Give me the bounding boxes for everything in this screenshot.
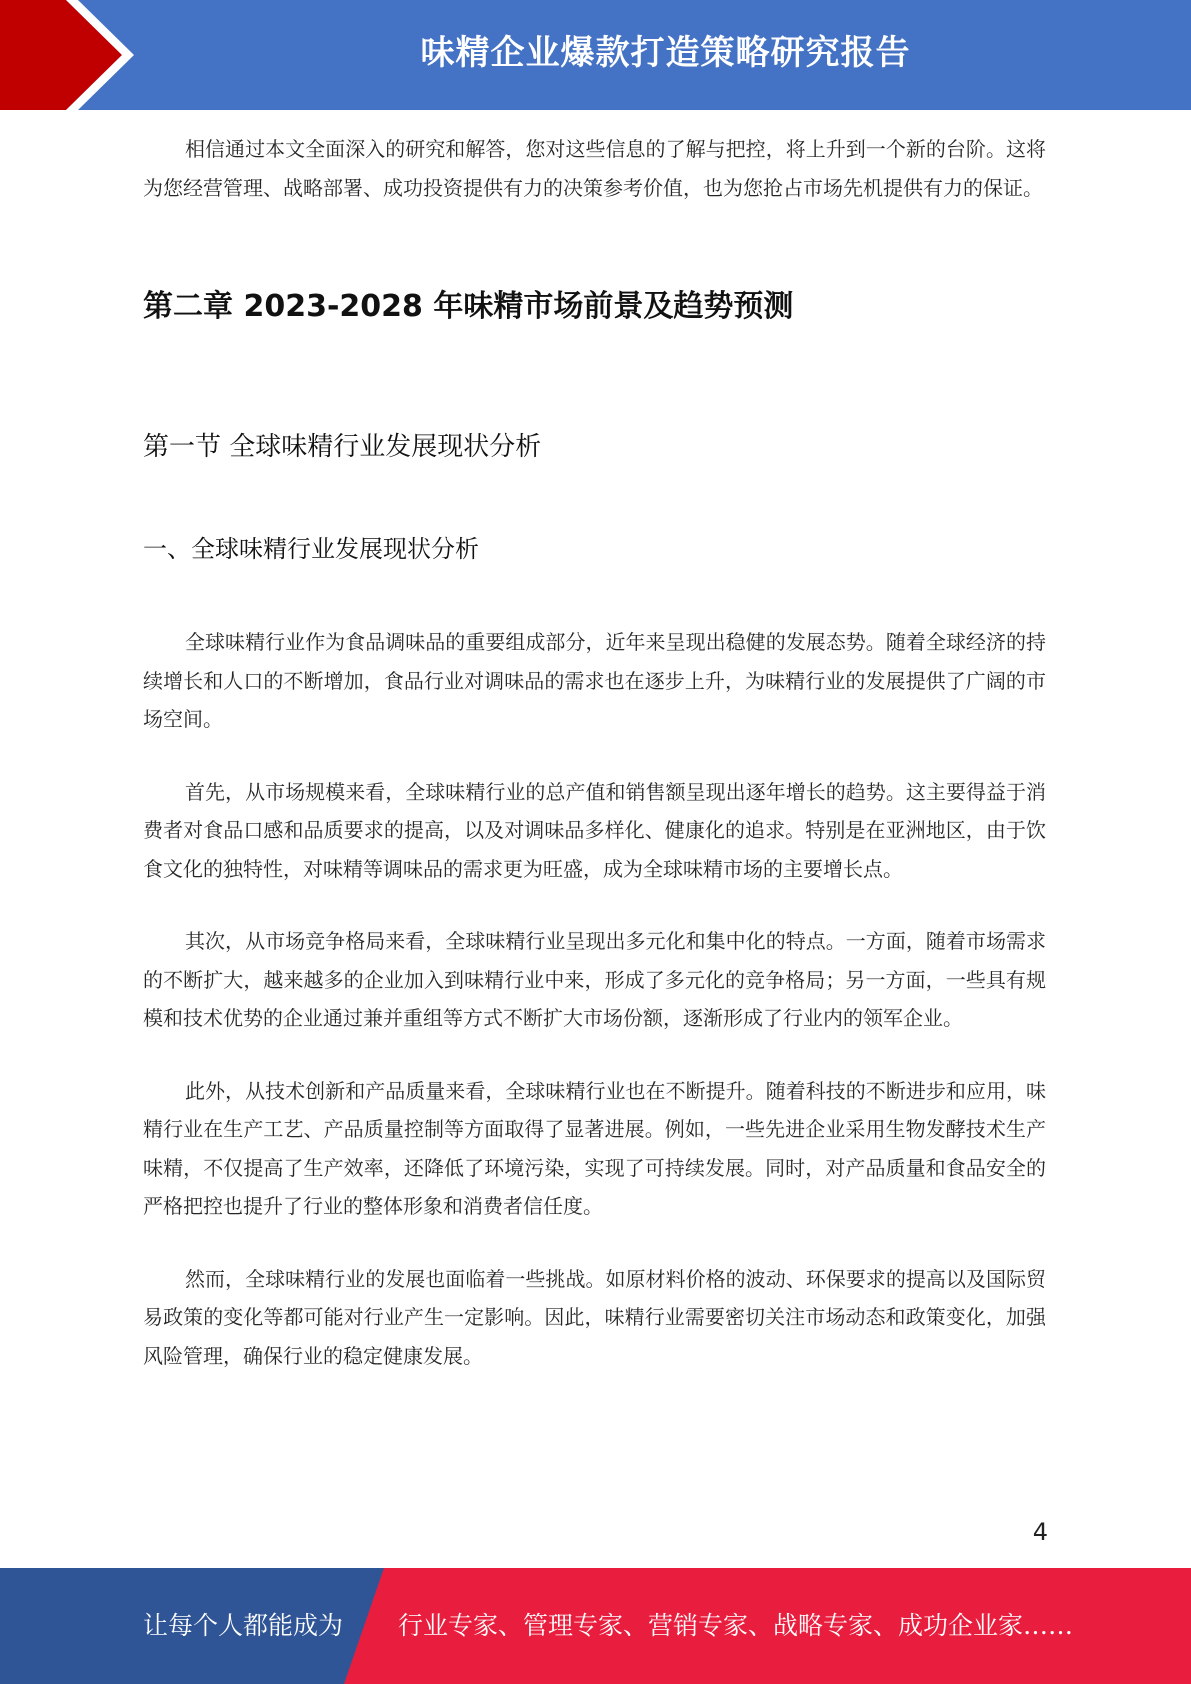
section-title: 第一节 全球味精行业发展现状分析 bbox=[143, 432, 542, 462]
page-content bbox=[143, 130, 1046, 1375]
body-paragraph: 然而，全球味精行业的发展也面临着一些挑战。如原材料价格的波动、环保要求的提高以及国际贸易政策的变化等都可能对行业产生一定影响。因此，味精行业需要密切关注市场动态和政策变化，加强风险管理，确保行业的稳定健康发展。 bbox=[143, 1266, 1046, 1368]
page-number: 4 bbox=[1032, 1518, 1048, 1546]
footer-slogan-right: 行业专家、管理专家、营销专家、战略专家、成功企业家…… bbox=[398, 1611, 1074, 1640]
subsection-title: 一、全球味精行业发展现状分析 bbox=[143, 535, 479, 563]
chapter-title: 第二章 2023-2028 年味精市场前景及趋势预测 bbox=[143, 289, 794, 324]
body-paragraph: 全球味精行业作为食品调味品的重要组成部分，近年来呈现出稳健的发展态势。随着全球经济的持续增长和人口的不断增加，食品行业对调味品的需求也在逐步上升，为味精行业的发展提供了广阔的市场空间。 bbox=[143, 630, 1046, 731]
header-chevron-decoration bbox=[0, 0, 152, 110]
body-paragraph: 此外，从技术创新和产品质量来看，全球味精行业也在不断提升。随着科技的不断进步和应用，味精行业在生产工艺、产品质量控制等方面取得了显著进展。例如，一些先进企业采用生物发酵技术生产味精，不仅提高了生产效率，还降低了环境污染，实现了可持续发展。同时，对产品质量和食品安全的严格把控也提升了行业的整体形象和消费者信任度。 bbox=[143, 1078, 1046, 1218]
body-paragraphs bbox=[143, 623, 1046, 1375]
page-footer bbox=[0, 1568, 1191, 1684]
page-header bbox=[0, 0, 1191, 110]
chevron-red-shape bbox=[0, 0, 122, 110]
body-paragraph: 其次，从市场竞争格局来看，全球味精行业呈现出多元化和集中化的特点。一方面，随着市场需求的不断扩大，越来越多的企业加入到味精行业中来，形成了多元化的竞争格局；另一方面，一些具有规模和技术优势的企业通过兼并重组等方式不断扩大市场份额，逐渐形成了行业内的领军企业。 bbox=[143, 929, 1046, 1030]
body-paragraph: 首先，从市场规模来看，全球味精行业的总产值和销售额呈现出逐年增长的趋势。这主要得益于消费者对食品口感和品质要求的提高，以及对调味品多样化、健康化的追求。特别是在亚洲地区，由于饮食文化的独特性，对味精等调味品的需求更为旺盛，成为全球味精市场的主要增长点。 bbox=[143, 779, 1046, 881]
footer-slogan-left: 让每个人都能成为 bbox=[143, 1611, 344, 1640]
header-title: 味精企业爆款打造策略研究报告 bbox=[420, 33, 911, 73]
intro-paragraph: 相信通过本文全面深入的研究和解答，您对这些信息的了解与把控，将上升到一个新的台阶。这将为您经营管理、战略部署、成功投资提供有力的决策参考价值，也为您抢占市场先机提供有力的保证。 bbox=[143, 137, 1046, 200]
